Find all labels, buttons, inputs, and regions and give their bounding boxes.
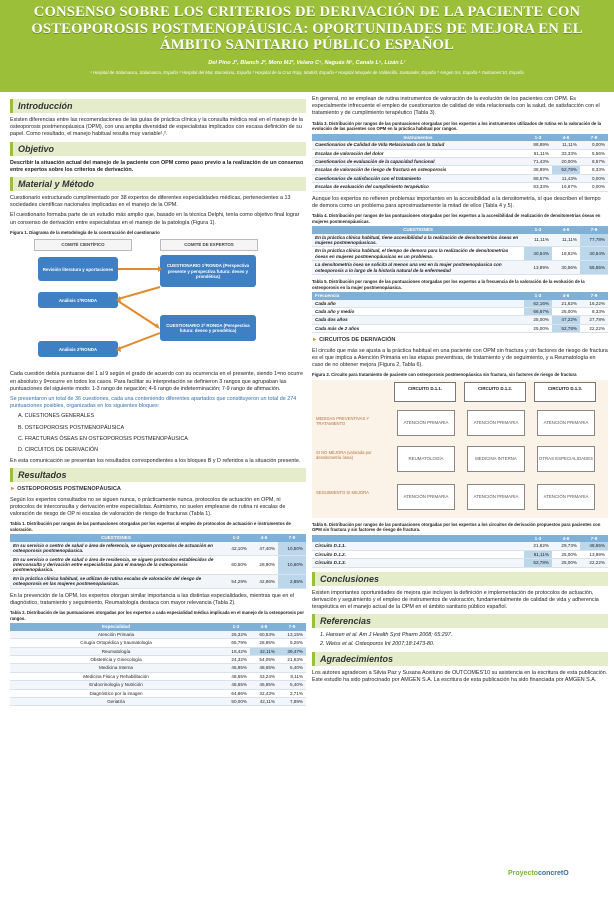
table-row: Cada más de 2 años 25,00% 52,78% 22,22% <box>312 324 608 332</box>
table-row: Cada dos años 25,00% 47,22% 27,78% <box>312 316 608 324</box>
box-atencion-primaria: ATENCIÓN PRIMARIA <box>467 410 525 436</box>
t4-caption: Tabla 4. Distribución por rangos de las puntuaciones otorgadas por los expertos a la accesibilidad de realización de densitometrías óseas en mujeres postmenopáusicas. <box>312 213 601 224</box>
proyecto-concreto-logo: ProyectoconcretO <box>508 870 569 877</box>
intro-heading: Introducción <box>10 99 306 113</box>
t6-caption: Tabla 6. Distribución por rangos de las puntuaciones otorgadas por los expertos a los circuitos de derivación propuestos para pacientes con OPM sin fractura y sin factores de riesgo de fractura. <box>312 521 601 533</box>
sub-circuitos: ► CIRCUITOS DE DERIVACIÓN <box>312 337 396 344</box>
table-row: Cuestionarios de satisfacción con el tratamiento 88,57% 11,43% 0,00% <box>312 174 608 182</box>
t3-caption: Tabla 3. Distribución por rangos de las puntuaciones otorgadas por los expertos a los instrumentos utilizados de rutina en la valoración de la evolución de las pacientes con OPM en la práctica habitual por rangos. <box>312 120 602 132</box>
box-atencion-primaria: ATENCIÓN PRIMARIA <box>537 484 595 510</box>
diagram-box-analisis2: Análisis 2ªRONDA <box>38 341 118 357</box>
table-row: Cirugía Ortopédica y traumatología 65,79% 28,95% 5,26% <box>10 639 306 647</box>
table-row: Atención Primaria 26,32% 60,53% 13,15% <box>10 631 306 639</box>
diagram-col2: COMITÉ DE EXPERTOS <box>160 239 258 251</box>
t2-caption: Tabla 2. Distribución de las puntuaciones otorgadas por los expertos a cada especialidad médica implicada en el manejo de la osteoporosis por rangos. <box>10 610 305 621</box>
table-row: Circuito D.1.3. 52,78% 25,00% 22,22% <box>312 559 608 567</box>
row-label-preventivas: MEDIDAS PREVENTIVAS Y TRATAMIENTO <box>316 415 370 426</box>
metodo-p2: El cuestionario formaba parte de un estudio más amplio que, basado en la técnica Delphi, tenía como objetivo final lograr un consenso de derivación entre especialistas en el manejo de la patología (Figura 1). <box>10 212 300 226</box>
intro-text: Existen diferencias entre las recomendaciones de las guías de práctica clínica y la consulta médica real en el manejo de la osteoporosis postmenopáusica (OPM), con una amplia diversidad de especialistas implicados con escasa definición de su papel. Como resultado, el manejo habitual resulta muy variable¹,². <box>10 117 304 138</box>
resultados-p2: En la prevención de la OPM, los expertos otorgan similar importancia a las distintas especialidades, mientras que en el diagnóstico, tratamiento y seguimiento, Reumatología destaca con mayor relevancia (Tabla 2). <box>10 592 295 606</box>
table-3: Instrumentos 1-3 4-6 7-9 Cuestionarios de Calidad de Vida Relacionada con la Salud 88,89% 11,11% 0,00% Escalas de valoración del dolor 61,11% 33,33% 5,56% Cuestionarios de evaluación de la capacidad funcional 71,43% 20,00% 8,57% Escalas de valoración de riesgo de fractura en osteoporosis 38,89% 52,78% 8,33% Cuestionarios de satisfacción con el tratamiento 88,57% 11,43% 0,00% Escalas de evaluación del cumplimiento terapéutico 83,33% 16,67% 0,00% <box>312 134 608 192</box>
table-row: En su servicio o centro de salud o área de referencia, se siguen protocolos de actuación en osteoporosis postmenopáusica. 42,10% 47,40% 10,50% <box>10 542 306 555</box>
row-label-seguimiento: SEGUIMIENTO SI MEJORA <box>316 489 369 495</box>
methodology-diagram <box>10 237 306 367</box>
t5-caption: Tabla 5. Distribución por rangos de las puntuaciones otorgadas por los expertos a la frecuencia de la valoración de la evolución de la osteoporosis en la mujer postmenopáusica. <box>312 279 585 290</box>
reference-item: 1. Hansen et al. Am J Health Syst Pharm 2008; 65:297. <box>326 632 608 639</box>
objetivo-text: Describir la situación actual del manejo de la paciente con OPM como paso previo a la realización de un consenso entre expertos sobre los criterios de derivación. <box>10 159 304 173</box>
diagram-arrows <box>10 237 306 367</box>
table-row: Reumatología 18,42% 42,11% 39,47% <box>10 647 306 655</box>
table-row: Escalas de valoración de riesgo de fractura en osteoporosis 38,89% 52,78% 8,33% <box>312 166 608 174</box>
table-row: Escalas de evaluación del cumplimiento terapéutico 83,33% 16,67% 0,00% <box>312 183 608 191</box>
table-row: Endocrinología y Nutrición 48,65% 45,95% 5,40% <box>10 681 306 689</box>
table-row: Circuito D.1.1. 21,62% 29,73% 48,65% <box>312 542 608 550</box>
table-row: Cada año 62,16% 21,62% 16,22% <box>312 300 608 308</box>
fig1-caption: Figura 1. Diagrama de la metodología de la construcción del cuestionario <box>10 229 160 235</box>
block-item: A. CUESTIONES GENERALES <box>18 413 95 420</box>
fig2-caption: Figura 2. Circuito para tratamiento de paciente con osteoporosis postmenopáusica sin fractura, sin factores de riesgo de fractura <box>312 372 577 378</box>
box-atencion-primaria: ATENCIÓN PRIMARIA <box>397 410 455 436</box>
circuit-d12: CIRCUITO D.1.2. <box>464 382 526 402</box>
diagram-box-revision: Revisión literatura y aportaciones <box>38 257 118 281</box>
block-item: B. OSTEOPOROSIS POSTMENOPÁUSICA <box>18 424 125 431</box>
table-2: Especialidad 1-3 4-6 7-9 Atención Primaria 26,32% 60,53% 13,15% Cirugía Ortopédica y traumatología 65,79% 28,95% 5,26% Reumatología 18,42% 42,11% 39,47% Obstetricia y Ginecología 24,32% 54,05% 21,63% Medicina Interna 45,95% 48,65% 5,40% Medicina Física y Rehabilitación 48,65% 43,24% 8,11% Endocrinología y Nutrición 48,65% 45,95% 5,40% Diagnóstico por la imagen 64,86% 32,43% 2,71% Geriatría 50,00% 42,11% 7,89% <box>10 623 306 706</box>
table-row: En su servicio o centro de salud o área de residencia, se siguen protocolos establecidos de interconsulta y derivación entre especialistas para el manejo de la osteoporosis postmenopáusica. 60,50% 28,90% 10,60% <box>10 555 306 574</box>
table-row: En la práctica clínica habitual, se utilizan de rutina escalas de valoración del riesgo de osteoporosis en las mujeres postmenopáusicas. 54,29% 42,86% 2,85% <box>10 574 306 588</box>
conclusiones-heading: Conclusiones <box>312 572 608 586</box>
authors: Del Pino J¹, Blanch J², Moro MJ³, Velaro C⁴, Naguás N⁵, Canals L⁶, Lizán L⁷ <box>208 60 406 66</box>
references-list <box>326 632 608 648</box>
table-row: Cuestionarios de Calidad de Vida Relacionada con la Salud 88,89% 11,11% 0,00% <box>312 141 608 149</box>
t1-caption: Tabla 1. Distribución por rangos de las puntuaciones otorgadas por los expertos al empleo de protocolos de actuación e instrumentos de valoración. <box>10 521 291 532</box>
sub-osteoporosis: ► OSTEOPOROSIS POSTMENOPÁUSICA <box>10 486 121 493</box>
resultados-p1: Según los expertos consultados no se siguen nunca, o prácticamente nunca, protocolos de actuación en OPM, ni protocolos de interconsulta y derivación entre especialistas. Asimismo, no suelen emplearse de rutina ni escalas de valoración de riesgo de OP ni escalas de valoración de riesgo de fracturas (Tabla 1). <box>10 496 286 518</box>
box-reumatologia: REUMATOLOGÍA <box>397 446 455 472</box>
blocks-list <box>10 413 306 454</box>
right-column <box>312 96 608 687</box>
diagram-box-analisis1: Análisis 1ªRONDA <box>38 292 118 308</box>
diagram-col1: COMITÉ CIENTÍFICO <box>34 239 132 251</box>
block-item: D. CIRCUITOS DE DERIVACIÓN <box>18 447 99 454</box>
block-item: C. FRACTURAS ÓSEAS EN OSTEOPOROSIS POSTMENOPÁUSICA <box>18 435 188 442</box>
table-row: En la práctica clínica habitual, el tiempo de demora para la realización de densitometrías óseas en mujeres postmenopáusicas es un problema. 40,54% 18,92% 40,54% <box>312 247 608 261</box>
affiliations: ¹ Hospital de Salamanca, Salamanca, España ² Hospital del Mar, Barcelona, España ³ Hospital de la Cruz Roja, Madrid, España ⁴ Hospital Marqués de Valdecilla, Santander, España ⁵ Amgen SA, España ⁶ Outcomes'10, España <box>90 70 524 75</box>
circuit-diagram <box>312 380 608 518</box>
agradecimientos-heading: Agradecimientos <box>312 652 608 666</box>
table-row: Diagnóstico por la imagen 64,86% 32,43% 2,71% <box>10 689 306 697</box>
table-row: Escalas de valoración del dolor 61,11% 33,33% 5,56% <box>312 149 608 157</box>
table-row: Obstetricia y Ginecología 24,32% 54,05% 21,63% <box>10 655 306 663</box>
table-row: Cuestionarios de evaluación de la capacidad funcional 71,43% 20,00% 8,57% <box>312 158 608 166</box>
metodo-p1: Cuestionario estructurado cumplimentado por 38 expertos de diferentes especialidades médicas, pertenecientes a 13 sociedades científicas nacionales implicadas en el manejo de la OPM. <box>10 195 291 209</box>
table-row: En la práctica clínica habitual, tiene accesibilidad a la realización de densitometrías óseas en mujeres postmenopáusicas. 11,11% 11,11% 77,78% <box>312 234 608 247</box>
objetivo-heading: Objetivo <box>10 142 306 156</box>
arrow-icon: ► <box>312 337 318 344</box>
diagram-box-cuest1: CUESTIONARIO 1ªRONDA (Perspectiva presente y perspectiva futura: deseo y prondética) <box>160 255 256 287</box>
table-4: CUESTIONES 1-3 4-6 7-9 En la práctica clínica habitual, tiene accesibilidad a la realización de densitometrías óseas en mujeres postmenopáusicas. 11,11% 11,11% 77,78% En la práctica clínica habitual, el tiempo de demora para la realización de densitometrías óseas en mujeres postmenopáusicas es un problema. 40,54% 18,92% 40,54% La densitometría ósea se solicita al menos una vez en la mujer postmenopáusica con osteoporosis a lo largo de la historia natural de la enfermedad 13,89% 30,56% 55,55% <box>312 226 608 275</box>
box-otras-especialidades: OTRAS ESPECIALIDADES <box>537 446 595 472</box>
poster-title: CONSENSO SOBRE LOS CRITERIOS DE DERIVACIÓN DE LA PACIENTE CON OSTEOPOROSIS POSTMENOPÁUSICA: OPORTUNIDADES DE MEJORA EN EL ÁMBITO SANITARIO PÚBLICO ESPAÑOL <box>31 4 583 53</box>
right-p1: En general, no se emplean de rutina instrumentos de valoración de la evolución de los pacientes con OPM. Es especialmente infrecuente el empleo de cuestionarios de calidad de vida relacionada con la salud, de satisfacción con el tratamiento y de cumplimiento terapéutico (Tabla 3). <box>312 96 600 117</box>
table-1: CUESTIONES 1-3 4-6 7-9 En su servicio o centro de salud o área de referencia, se siguen protocolos de actuación en osteoporosis postmenopáusica. 42,10% 47,40% 10,50% En su servicio o centro de salud o área de residencia, se siguen protocolos establecidos de interconsulta y derivación entre especialistas para el manejo de la osteoporosis postmenopáusica. 60,50% 28,90% 10,60% En la práctica clínica habitual, se utilizan de rutina escalas de valoración del riesgo de osteoporosis en las mujeres postmenopáusicas. 54,29% 42,86% 2,85% <box>10 534 306 588</box>
arrow-icon: ► <box>10 486 16 493</box>
row-label-no-mejora: SI NO MEJORA (valorada por densitometría ósea) <box>316 449 372 460</box>
table-row: Cada año y medio 66,67% 25,00% 8,33% <box>312 308 608 316</box>
diagram-box-cuest2: CUESTIONARIO 2ª RONDA (Perspectiva futura: deseo y prondética) <box>160 315 256 341</box>
circuit-d13: CIRCUITO D.1.3. <box>534 382 596 402</box>
ack-text-1: Los autores agradecen a Silvia Paz y Susana Aceituno de OUTCOMES'10 su asistencia en la escritura de esta publicación. <box>312 669 608 676</box>
box-atencion-primaria: ATENCIÓN PRIMARIA <box>537 410 595 436</box>
table-row: Circuito D.1.2. 61,11% 25,00% 13,89% <box>312 550 608 558</box>
left-column <box>10 96 306 710</box>
metodo-p3: Cada cuestión debía puntuarse del 1 al 9 según el grado de acuerdo con su ocurrencia en el presente, siendo 1=no ocurre en absoluto y 9=ocurre en todos los casos. Para facilitar su interpretación se definieron 3 rangos que agrupaban las puntuaciones del siguiente modo: 1-3 rango de negación; 4-6 rango de indeterminación; 7-9 rango de afirmación. <box>10 371 303 392</box>
table-row: La densitometría ósea se solicita al menos una vez en la mujer postmenopáusica con osteoporosis a lo largo de la historia natural de la enfermedad 13,89% 30,56% 55,55% <box>312 261 608 275</box>
right-p2: Aunque los expertos no refieren problemas importantes en la accesibilidad a la densitometría, sí que describen el tiempo de demora como un problema para aproximadamente la mitad de ellos (Tabla 4 y 5). <box>312 195 601 209</box>
referencias-heading: Referencias <box>312 614 608 628</box>
table-5: Frecuencia 1-3 4-6 7-9 Cada año 62,16% 21,62% 16,22% Cada año y medio 66,67% 25,00% 8,33% Cada dos años 25,00% 47,22% 27,78% Cada más de 2 años 25,00% 52,78% 22,22% <box>312 292 608 333</box>
table-row: Geriatría 50,00% 42,11% 7,89% <box>10 697 306 705</box>
table-row: Medicina Física y Rehabilitación 48,65% 43,24% 8,11% <box>10 672 306 680</box>
resultados-heading: Resultados <box>10 468 306 482</box>
metodo-heading: Material y Método <box>10 177 306 191</box>
box-atencion-primaria: ATENCIÓN PRIMARIA <box>467 484 525 510</box>
table-6: 1-3 4-6 7-9 Circuito D.1.1. 21,62% 29,73% 48,65% Circuito D.1.2. 61,11% 25,00% 13,89% Circuito D.1.3. 52,78% 25,00% 22,22% <box>312 535 608 568</box>
table-row: Medicina Interna 45,95% 48,65% 5,40% <box>10 664 306 672</box>
circuit-d11: CIRCUITO D.1.1. <box>394 382 456 402</box>
conclusiones-text: Existen importantes oportunidades de mejora que incluyen la definición e implementación de protocolos de actuación, derivación y seguimiento y el empleo de instrumentos de valoración, fundamentalmente de calidad de vida y adherencia terapéutica en el manejo actual de la OPM en el ámbito sanitario público español. <box>312 589 599 610</box>
box-atencion-primaria: ATENCIÓN PRIMARIA <box>397 484 455 510</box>
ack-text-2: Este estudio ha sido patrocinado por AMGEN S.A. La escritura de esta publicación ha sido financiada por AMGEN S.A. <box>312 676 597 683</box>
metodo-p5: En esta comunicación se presentan los resultados correspondientes a los bloques B y D referidos a la situación presente. <box>10 458 301 465</box>
box-medicina-interna: MEDICINA INTERNA <box>467 446 525 472</box>
reference-item: 2. Weiss et al. Osteoporos Int 2007;18:1473-80. <box>326 641 608 648</box>
metodo-p4: Se presentaron un total de 36 cuestiones, cada una conteniendo diferentes apartados que constituyeron un total de 274 puntuaciones posibles, organizadas en los siguientes bloques: <box>10 396 297 410</box>
right-p3: El circuito que más se ajusta a la práctica habitual en una paciente con OPM sin fractura y sin factores de riesgo de fractura es el que implica a Atención Primaria en las etapas preventivas, de tratamiento y de seguimiento, y a Reumatología en caso de no obtener mejora (Figura 2, Tabla 6). <box>312 347 608 368</box>
